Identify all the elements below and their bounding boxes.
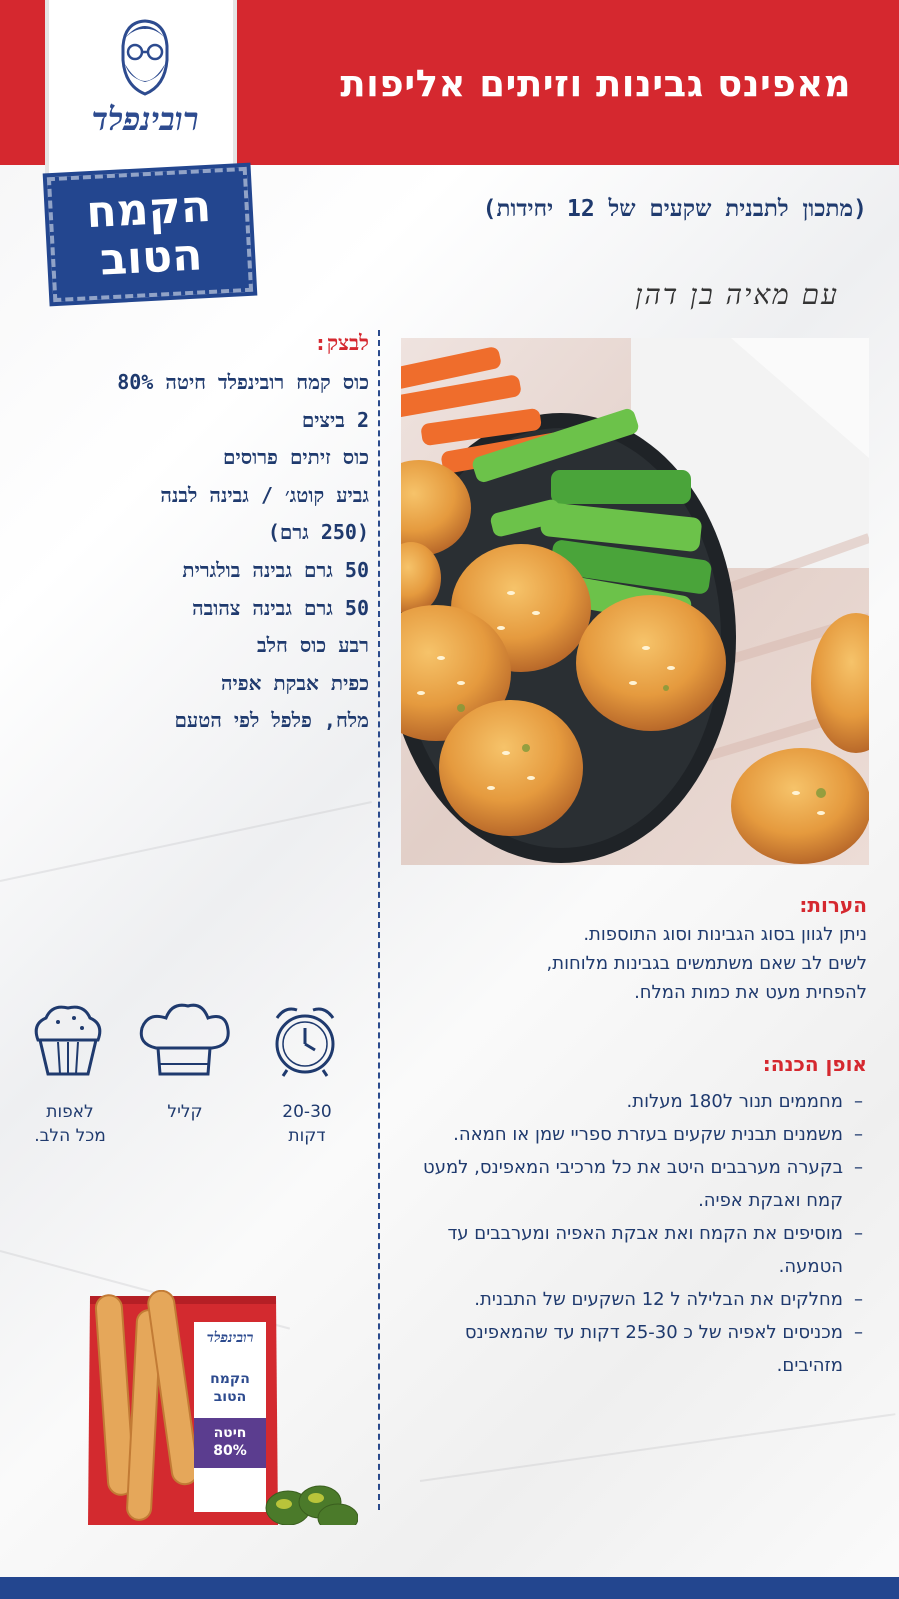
method-heading: אופן הכנה: bbox=[762, 1052, 867, 1076]
bag-brand-name bbox=[194, 1370, 266, 1406]
bag-brand-script: רובינפלד bbox=[206, 1330, 254, 1346]
ingredient-item: (250 גרם) bbox=[267, 520, 369, 545]
bag-brand-line-2: הטוב bbox=[213, 1389, 247, 1405]
recipe-byline: עם מאיה בן דהן bbox=[635, 278, 839, 311]
method-step: – בקערה מערבבים היטב את כל מרכיבי המאפינס, למעט קמח ואבקת אפיה. bbox=[403, 1151, 863, 1217]
recipe-subtitle: (מתכון לתבנית שקעים של 12 יחידות) bbox=[482, 196, 867, 222]
method-step: – מחלקים את הבלילה ל 12 השקעים של התבנית. bbox=[403, 1283, 863, 1316]
ingredient-item: 2 ביצים bbox=[301, 407, 369, 432]
bag-flour-percent: 80% bbox=[213, 1443, 247, 1459]
brand-script-name: רובינפלד bbox=[91, 100, 199, 138]
notes-line: ניתן לגוון בסוג הגבינות וסוג התוספות. bbox=[583, 924, 867, 945]
ingredient-item: רבע כוס חלב bbox=[257, 633, 369, 658]
method-step: – מכניסים לאפיה של כ 25-30 דקות עד שהמאפינס מזהיבים. bbox=[403, 1316, 863, 1382]
ingredients-heading: לבצק: bbox=[314, 331, 369, 355]
footer-band bbox=[0, 1577, 899, 1599]
ingredient-item: מלח, פלפל לפי הטעם bbox=[174, 708, 369, 733]
brand-line-1: הקמח bbox=[85, 180, 213, 239]
time-unit: דקות bbox=[288, 1126, 326, 1146]
ingredient-item: כוס זיתים פרוסים bbox=[222, 445, 369, 470]
marble-vein bbox=[0, 801, 372, 882]
ingredient-item: 50 גרם גבינה צהובה bbox=[192, 595, 369, 620]
ingredient-item: כוס קמח רובינפלד חיטה 80% bbox=[117, 370, 369, 394]
recipe-title: מאפינס גבינות וזיתים אליפות bbox=[340, 62, 851, 105]
chef-hat-icon bbox=[136, 1000, 232, 1080]
audience-caption bbox=[5, 1100, 135, 1148]
flour-bag-product bbox=[88, 1290, 358, 1525]
ingredient-item: כפית אבקת אפיה bbox=[220, 670, 369, 695]
chef-portrait-icon bbox=[113, 16, 177, 98]
audience-line-1: לאפות bbox=[46, 1102, 94, 1122]
bag-brand-line-1: הקמח bbox=[210, 1371, 250, 1387]
muffins-plate-illustration bbox=[401, 338, 869, 865]
notes-line: לשים לב שאם משתמשים בגבינות מלוחות, bbox=[546, 953, 867, 974]
brand-badge bbox=[47, 167, 253, 302]
flour-bag-illustration bbox=[88, 1290, 358, 1525]
ingredient-item: גביע קוטג׳ / גבינה לבנה bbox=[160, 482, 369, 507]
muffin-icon bbox=[28, 1000, 108, 1080]
method-step: – מוסיפים את הקמח ואת אבקת האפיה ומערבבים עד הטמעה. bbox=[403, 1217, 863, 1283]
muffins-photo bbox=[401, 338, 869, 865]
difficulty-caption: קליל bbox=[167, 1102, 203, 1122]
method-step: – מחממים תנור ל180 מעלות. bbox=[403, 1085, 863, 1118]
brand-line-2: הטוב bbox=[98, 229, 204, 286]
notes-heading: הערות: bbox=[799, 893, 867, 917]
brand-logo bbox=[45, 0, 237, 180]
alarm-clock-icon bbox=[265, 1000, 345, 1080]
time-caption bbox=[242, 1100, 372, 1148]
method-step: – משמנים תבנית שקעים בעזרת ספריי שמן או חמאה. bbox=[403, 1118, 863, 1151]
audience-line-2: מכל הלב. bbox=[34, 1126, 106, 1146]
ingredient-item: 50 גרם גבינה בולגרית bbox=[182, 557, 369, 582]
time-value: 20-30 bbox=[282, 1102, 332, 1122]
bag-flour-type bbox=[194, 1424, 266, 1460]
bag-flour-type-label: חיטה bbox=[213, 1425, 247, 1441]
column-divider bbox=[378, 330, 380, 1510]
notes-line: להפחית מעט את כמות המלח. bbox=[634, 982, 867, 1003]
marble-vein bbox=[420, 1413, 896, 1482]
method-steps bbox=[403, 1085, 863, 1382]
ingredients-list bbox=[19, 367, 369, 743]
